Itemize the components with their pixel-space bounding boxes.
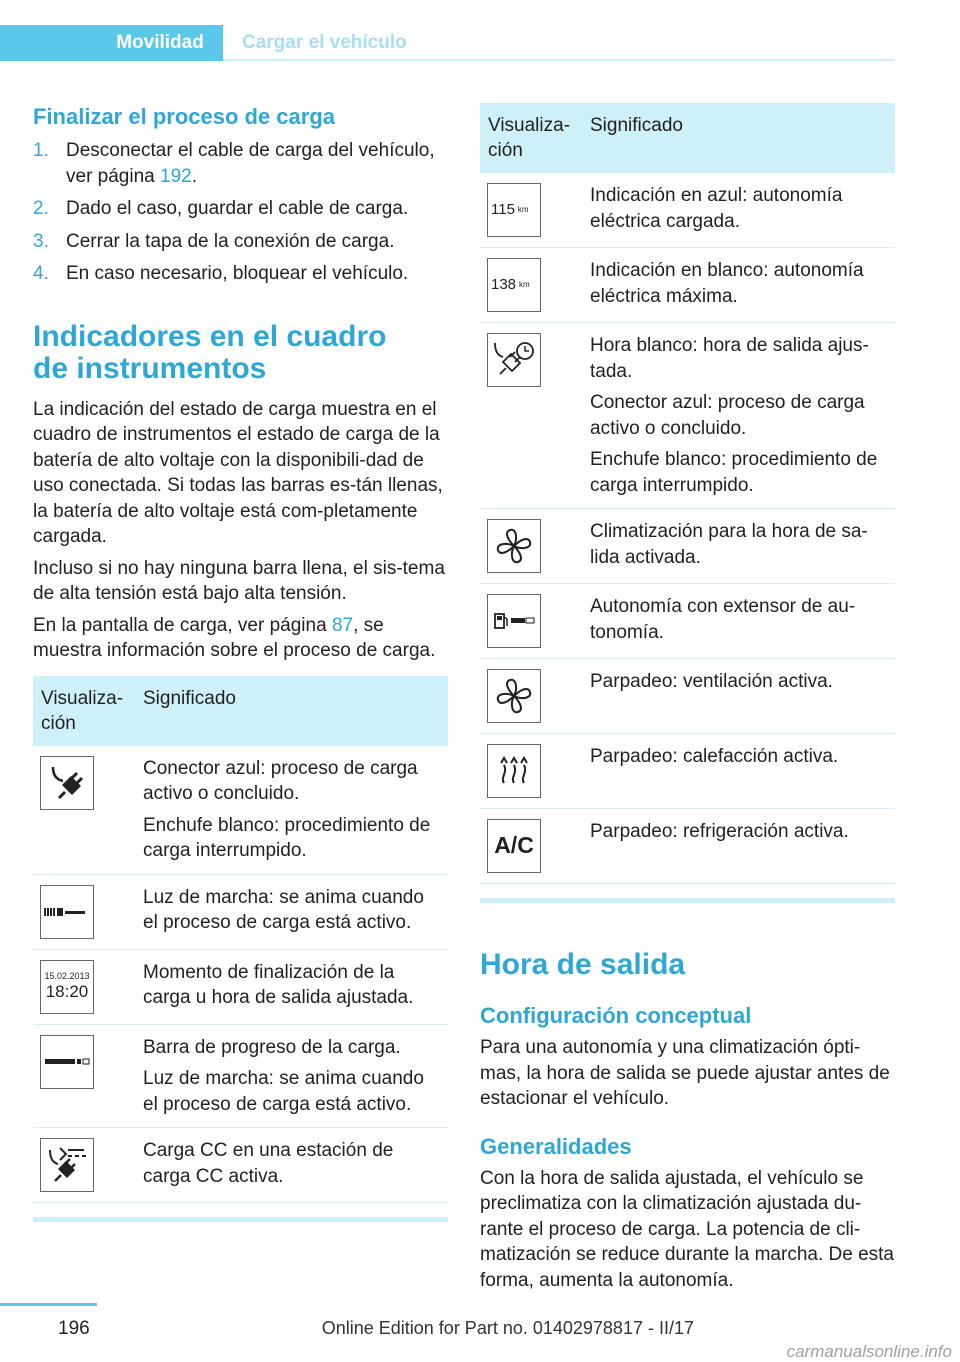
step-text: En caso necesario, bloquear el vehículo. bbox=[66, 263, 409, 284]
footer-rule bbox=[0, 1303, 97, 1306]
heading-line: de instrumentos bbox=[33, 351, 267, 385]
section-tab: Movilidad bbox=[97, 25, 223, 61]
meaning-text: Conector azul: proceso de carga activo o concluido. bbox=[143, 757, 418, 804]
finish-steps bbox=[33, 138, 448, 287]
range-unit: km bbox=[519, 280, 530, 290]
fan-icon bbox=[487, 669, 541, 723]
range-extender-icon bbox=[487, 594, 541, 648]
page-link[interactable]: 192 bbox=[160, 165, 192, 187]
range-unit: km bbox=[517, 205, 529, 215]
header-color-block bbox=[0, 25, 97, 61]
right-column bbox=[480, 103, 895, 1293]
step-item bbox=[33, 229, 448, 255]
column-header: Visualiza‐ción bbox=[480, 103, 590, 173]
fan-icon bbox=[487, 519, 541, 573]
column-header: Significado bbox=[590, 103, 895, 173]
indicator-table-left bbox=[33, 676, 448, 1204]
left-column bbox=[33, 104, 448, 1222]
meaning-text: Indicación en azul: autonomía eléctrica cargada. bbox=[590, 185, 843, 232]
paragraph: Con la hora de salida ajustada, el vehículo se preclimatiza con la climatización ajustada du‐rante el proceso de carga. La potencia de cli‐matización se reduce durante la marcha. De esta forma, aumenta la autonomía. bbox=[480, 1167, 894, 1291]
indicator-table-right bbox=[480, 103, 895, 884]
paragraph: Para una autonomía y una climatización ópti‐mas, la hora de salida se puede ajustar antes de estacionar el vehículo. bbox=[480, 1037, 890, 1109]
meaning-text: Conector azul: proceso de carga activo o concluido. bbox=[590, 392, 865, 439]
table-end-rule bbox=[33, 1217, 448, 1222]
page-number: 196 bbox=[58, 1318, 90, 1339]
running-header bbox=[0, 25, 895, 61]
dc-charge-icon bbox=[40, 1138, 94, 1192]
departure-time-plug-icon bbox=[487, 333, 541, 387]
range-value: 115 bbox=[491, 201, 515, 219]
meaning-text: Momento de finalización de la carga u hora de salida ajustada. bbox=[143, 961, 414, 1008]
concept-heading: Configuración conceptual bbox=[480, 1003, 752, 1028]
step-text: Dado el caso, guardar el cable de carga. bbox=[66, 198, 409, 219]
paragraph: Incluso si no hay ninguna barra llena, el sis‐tema de alta tensión está bajo alta tensión. bbox=[33, 557, 445, 604]
step-text: Desconectar el cable de carga del vehículo, ver página bbox=[66, 140, 435, 187]
meaning-text: Enchufe blanco: procedimiento de carga interrumpido. bbox=[590, 449, 878, 496]
step-item bbox=[33, 138, 448, 189]
meaning-text: Barra de progreso de la carga. bbox=[143, 1036, 401, 1058]
column-header: Significado bbox=[143, 676, 448, 746]
ac-label: A/C bbox=[494, 832, 534, 859]
header-rule bbox=[223, 59, 895, 61]
meaning-text: Luz de marcha: se anima cuando el proceso de carga está activo. bbox=[143, 886, 424, 933]
date-time-icon bbox=[40, 960, 94, 1014]
text: En la pantalla de carga, ver página bbox=[33, 614, 332, 636]
meaning-text: Parpadeo: ventilación activa. bbox=[590, 671, 833, 692]
general-heading: Generalidades bbox=[480, 1133, 632, 1159]
chapter-title: Cargar el vehículo bbox=[242, 32, 407, 53]
ac-icon bbox=[487, 819, 541, 873]
column-header: Visualiza‐ción bbox=[33, 676, 143, 746]
step-number: 1. bbox=[33, 140, 49, 161]
finish-heading: Finalizar el proceso de carga bbox=[33, 104, 336, 129]
table-end-rule bbox=[480, 898, 895, 903]
page-link[interactable]: 87 bbox=[331, 614, 354, 636]
step-text: Cerrar la tapa de la conexión de carga. bbox=[66, 230, 395, 252]
range-white-icon bbox=[487, 258, 541, 312]
charge-bar-animated-icon bbox=[40, 885, 94, 939]
meaning-text: Parpadeo: refrigeración activa. bbox=[590, 821, 849, 842]
meaning-text: Climatización para la hora de sa‐lida activada. bbox=[590, 521, 868, 568]
paragraph bbox=[33, 613, 448, 664]
meaning-text: Carga CC en una estación de carga CC activa. bbox=[143, 1140, 394, 1187]
indicators-heading bbox=[33, 321, 448, 385]
heading-line: Indicadores en el cuadro bbox=[33, 319, 387, 353]
range-value: 138 bbox=[491, 276, 517, 294]
time-label: 18:20 bbox=[45, 982, 89, 1001]
range-blue-icon bbox=[487, 183, 541, 237]
step-text-end: . bbox=[191, 165, 197, 187]
plug-blue-icon bbox=[40, 756, 94, 810]
step-item bbox=[33, 196, 448, 222]
date-label: 15.02.2013 bbox=[44, 971, 90, 981]
heating-icon bbox=[487, 744, 541, 798]
text: , se muestra información sobre el proceso de carga. bbox=[33, 614, 436, 661]
step-number: 3. bbox=[33, 230, 49, 252]
meaning-text: Parpadeo: calefacción activa. bbox=[590, 746, 839, 767]
meaning-text: Hora blanco: hora de salida ajus‐tada. bbox=[590, 335, 869, 382]
step-number: 4. bbox=[33, 263, 49, 284]
step-item bbox=[33, 261, 448, 287]
departure-heading: Hora de salida bbox=[480, 948, 686, 981]
meaning-text: Luz de marcha: se anima cuando el proceso de carga está activo. bbox=[143, 1068, 424, 1115]
progress-bar-icon bbox=[40, 1035, 94, 1089]
meaning-text: Indicación en blanco: autonomía eléctrica máxima. bbox=[590, 260, 864, 307]
meaning-text: Autonomía con extensor de au‐tonomía. bbox=[590, 596, 856, 643]
edition-note: Online Edition for Part no. 01402978817 - II/17 bbox=[321, 1318, 694, 1338]
watermark: carmanualsonline.info bbox=[786, 1342, 952, 1361]
paragraph: La indicación del estado de carga muestra en el cuadro de instrumentos el estado de carga de la batería de alto voltaje con la disponibili‐dad de uso conectada. Si todas las barras es‐tán llenas, la batería de alto voltaje está com‐pletamente cargada. bbox=[33, 398, 443, 547]
meaning-text: Enchufe blanco: procedimiento de carga interrumpido. bbox=[143, 814, 431, 861]
step-number: 2. bbox=[33, 198, 49, 219]
